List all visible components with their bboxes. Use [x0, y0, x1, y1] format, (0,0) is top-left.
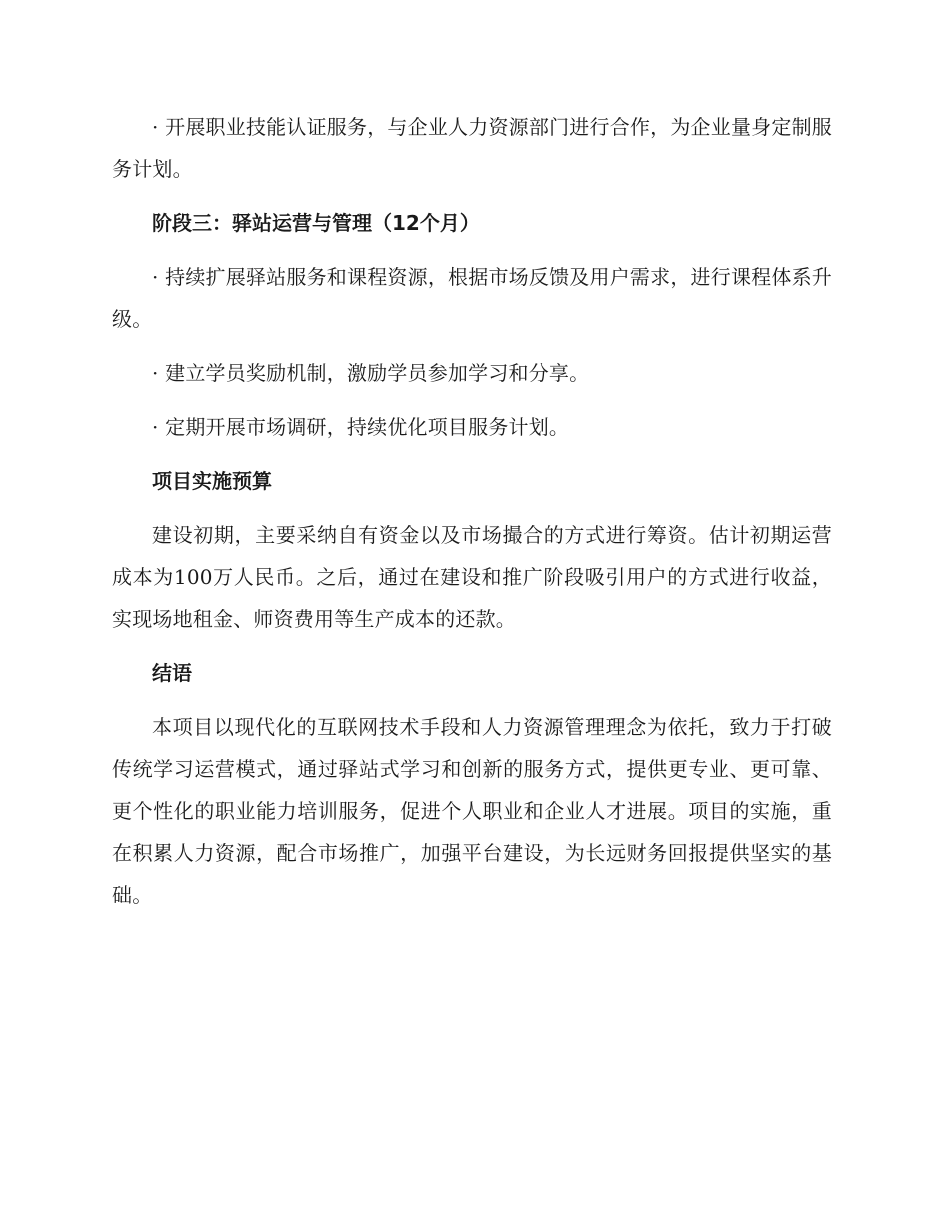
bullet-reward-mechanism: · 建立学员奖励机制，激励学员参加学习和分享。 — [152, 361, 590, 385]
paragraph-conclusion: 本项目以现代化的互联网技术手段和人力资源管理理念为依托，致力于打破传统学习运营模式，通过驿站式学习和创新的服务方式，提供更专业、更可靠、更个性化的职业能力培训服务，促进个人职业和企业人才进展。项目的实施，重在积累人力资源，配合市场推广，加强平台建设，为长远财务回报提供坚实的基础。 — [112, 715, 832, 907]
heading-conclusion: 结语 — [152, 661, 192, 685]
heading-phase-three: 阶段三：驿站运营与管理（12个月） — [152, 211, 480, 235]
bullet-expand-courses: · 持续扩展驿站服务和课程资源，根据市场反馈及用户需求，进行课程体系升级。 — [112, 265, 832, 331]
document-page — [112, 106, 832, 928]
bullet-market-research: · 定期开展市场调研，持续优化项目服务计划。 — [152, 415, 570, 439]
heading-budget: 项目实施预算 — [152, 469, 272, 493]
bullet-certification-service: · 开展职业技能认证服务，与企业人力资源部门进行合作，为企业量身定制服务计划。 — [112, 115, 832, 181]
paragraph-budget: 建设初期，主要采纳自有资金以及市场撮合的方式进行筹资。估计初期运营成本为100万人民币。之后，通过在建设和推广阶段吸引用户的方式进行收益，实现场地租金、师资费用等生产成本的还款。 — [112, 523, 832, 631]
